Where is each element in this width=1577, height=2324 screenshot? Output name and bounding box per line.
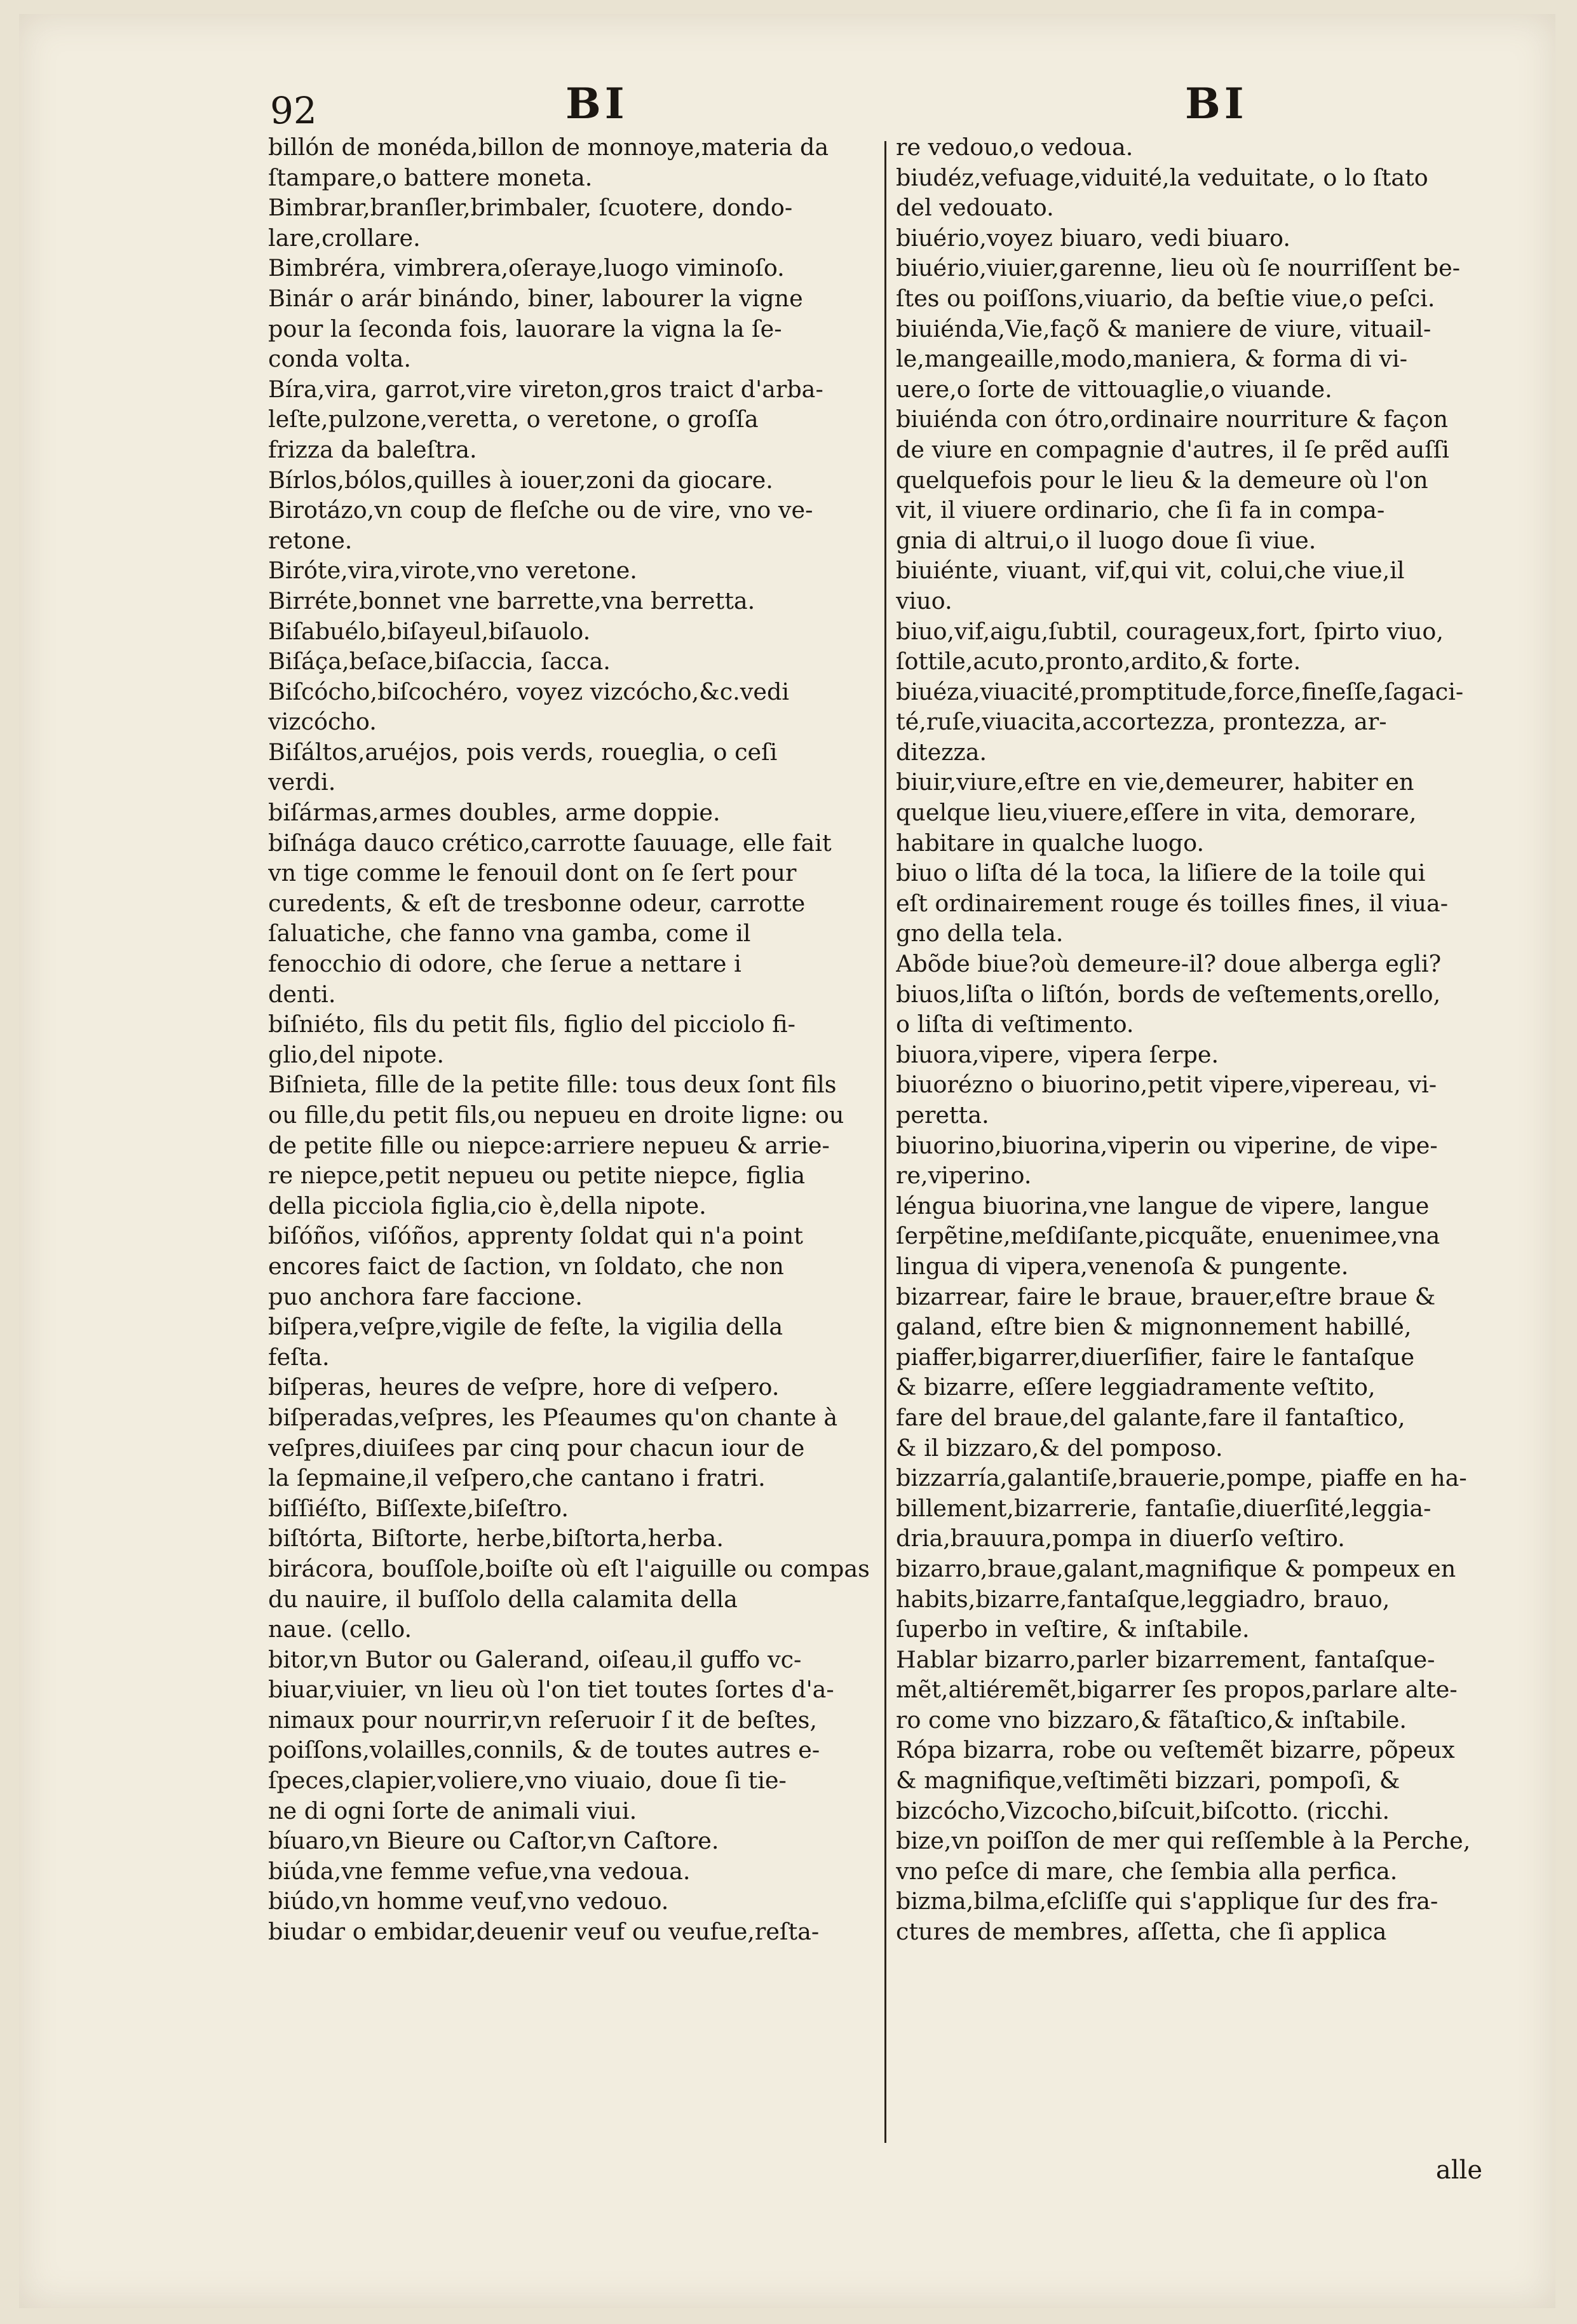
- entry-line: mẽt,altiéremẽt,bigarrer ſes propos,parlare alte-: [896, 1676, 1458, 1704]
- entry-line: poiſſons,volailles,connils, & de toutes autres e-: [268, 1736, 820, 1764]
- entry-line: ro come vno bizzaro,& fãtaſtico,& inſtabile.: [896, 1706, 1407, 1734]
- entry-line: dria,brauura,pompa in diuerſo veſtiro.: [896, 1525, 1345, 1553]
- entry-line: Bimbréra, vimbrera,oſeraye,luogo viminoſo.: [268, 254, 785, 282]
- dictionary-entry: [268, 616, 883, 647]
- entry-line: Bírlos,bólos,quilles à iouer,zoni da giocare.: [268, 466, 773, 494]
- entry-line: biudar o embidar,deuenir veuf ou veufue,reſta-: [268, 1918, 820, 1946]
- entry-line: bizma,bilma,eſcliſſe qui s'applique ſur des fra-: [896, 1887, 1438, 1915]
- dictionary-entry: [268, 1523, 883, 1554]
- entry-line: bizzarría,galantiſe,brauerie,pompe, piaffe en ha-: [896, 1464, 1467, 1492]
- dictionary-entry: [896, 1463, 1538, 1554]
- entry-line: re niepce,petit nepueu ou petite niepce, figlia: [268, 1162, 806, 1190]
- entry-line: ſuperbo in veſtire, & inſtabile.: [896, 1615, 1250, 1643]
- running-head-left: BI: [565, 79, 628, 128]
- entry-line: della picciola figlia,cio è,della nipote.: [268, 1192, 707, 1220]
- dictionary-entry: [896, 1282, 1538, 1464]
- entry-line: la ſepmaine,il veſpero,che cantano i fratri.: [268, 1464, 766, 1492]
- entry-line: Biſáça,beſace,biſaccia, ſacca.: [268, 648, 611, 676]
- entry-line: quelquefois pour le lieu & la demeure où l'on: [896, 466, 1428, 494]
- dictionary-entry: [896, 949, 1538, 979]
- entry-line: vn tige comme le fenouil dont on ſe ſert pour: [268, 859, 797, 887]
- entry-line: Biſcócho,biſcochéro, voyez vizcócho,&c.vedi: [268, 677, 790, 705]
- entry-line: lare,crollare.: [268, 224, 421, 252]
- entry-line: feſta.: [268, 1343, 330, 1371]
- dictionary-entry: [896, 253, 1538, 313]
- entry-line: verdi.: [268, 768, 336, 796]
- entry-line: o liſta di veſtimento.: [896, 1010, 1134, 1038]
- dictionary-entry: [268, 1493, 883, 1524]
- dictionary-entry: [268, 1826, 883, 1856]
- dictionary-entry: [268, 798, 883, 828]
- entry-line: biuiénda,Vie,façõ & maniere de viure, vituail-: [896, 315, 1431, 343]
- dictionary-entry: [896, 163, 1538, 223]
- entry-line: Biſabuélo,biſayeul,biſauolo.: [268, 617, 591, 645]
- entry-line: re,viperino.: [896, 1162, 1032, 1190]
- entry-line: Bíra,vira, garrot,vire vireton,gros traict d'arba-: [268, 375, 823, 403]
- entry-line: ctures de membres, aſſetta, che ſi applica: [896, 1918, 1387, 1946]
- entry-line: du nauire, il buſſolo della calamita della: [268, 1585, 738, 1613]
- dictionary-entry: [896, 1554, 1538, 1645]
- column-divider: [884, 141, 886, 2143]
- entry-line: birácora, bouſſole,boiſte où eſt l'aiguille ou compas: [268, 1554, 870, 1582]
- entry-line: biuorézno o biuorino,petit vipere,vipereau, vi-: [896, 1071, 1437, 1099]
- entry-line: piaffer,bigarrer,diuerſifier, faire le fantaſque: [896, 1343, 1415, 1371]
- entry-line: eſt ordinairement rouge és toilles fines, il viua-: [896, 889, 1449, 917]
- dictionary-entry: [896, 616, 1538, 677]
- entry-line: fare del braue,del galante,fare il fantaſtico,: [896, 1403, 1405, 1431]
- entry-line: Birréte,bonnet vne barrette,vna berretta.: [268, 587, 755, 615]
- book-page: [19, 14, 1555, 2308]
- entry-line: gno della tela.: [896, 920, 1064, 948]
- dictionary-entry: [268, 1886, 883, 1917]
- entry-line: Rópa bizarra, robe ou veſtemẽt bizarre, põpeux: [896, 1736, 1455, 1764]
- dictionary-entry: [896, 1645, 1538, 1736]
- dictionary-entry: [268, 1856, 883, 1887]
- entry-line: ou fille,du petit fils,ou nepueu en droite ligne: ou: [268, 1101, 844, 1129]
- entry-line: pour la ſeconda fois, lauorare la vigna la ſe-: [268, 315, 782, 343]
- dictionary-entry: [896, 1131, 1538, 1191]
- entry-line: biuério,viuier,garenne, lieu où ſe nourriſſent be-: [896, 254, 1461, 282]
- dictionary-entry: [268, 1070, 883, 1221]
- entry-line: Biſáltos,aruéjos, pois verds, roueglia, o ceſi: [268, 738, 778, 766]
- entry-line: biuério,voyez biuaro, vedi biuaro.: [896, 224, 1290, 252]
- entry-line: biſpera,veſpre,vigile de feſte, la vigilia della: [268, 1313, 783, 1341]
- entry-line: vno peſce di mare, che ſembia alla perfica.: [896, 1857, 1398, 1885]
- entry-line: ſtampare,o battere moneta.: [268, 163, 593, 191]
- dictionary-entry: [268, 586, 883, 616]
- dictionary-entry: [268, 1645, 883, 1826]
- entry-line: biſtórta, Biſtorte, herbe,biſtorta,herba.: [268, 1525, 724, 1553]
- dictionary-entry: [268, 828, 883, 1010]
- entry-line: bitor,vn Butor ou Galerand, oiſeau,il guffo vc-: [268, 1645, 802, 1673]
- entry-line: ne di ogni ſorte de animali viui.: [268, 1797, 637, 1825]
- dictionary-entry: [896, 1191, 1538, 1282]
- entry-line: vizcócho.: [268, 708, 377, 736]
- entry-line: fenocchio di odore, che ſerue a nettare i: [268, 950, 741, 978]
- entry-line: léngua biuorina,vne langue de vipere, langue: [896, 1192, 1430, 1220]
- dictionary-entry: [268, 677, 883, 737]
- dictionary-entry: [896, 404, 1538, 555]
- entry-line: lingua di vipera,venenoſa & pungente.: [896, 1252, 1349, 1280]
- entry-line: biuiénte, viuant, vif,qui vit, colui,che viue,il: [896, 557, 1405, 585]
- entry-line: nimaux pour nourrir,vn reſeruoir ſ it de beſtes,: [268, 1706, 817, 1734]
- entry-line: biuos,liſta o liſtón, bords de veſtements,orello,: [896, 980, 1441, 1008]
- entry-line: ſerpẽtine,meſdiſante,picquãte, enuenimee,vna: [896, 1222, 1440, 1250]
- entry-line: bizcócho,Vizcocho,biſcuit,biſcotto. (ricchi.: [896, 1797, 1390, 1825]
- dictionary-entry: [268, 1372, 883, 1403]
- dictionary-entry: [268, 374, 883, 465]
- dictionary-entry: [268, 193, 883, 253]
- dictionary-entry: [896, 132, 1538, 163]
- entry-line: & il bizzaro,& del pomposo.: [896, 1434, 1223, 1462]
- entry-line: puo anchora fare faccione.: [268, 1282, 583, 1310]
- entry-line: ſottile,acuto,pronto,ardito,& forte.: [896, 648, 1301, 676]
- dictionary-entry: [896, 223, 1538, 254]
- entry-line: Abõde biue?où demeure-il? doue alberga egli?: [896, 950, 1442, 978]
- dictionary-entry: [268, 132, 883, 193]
- dictionary-entry: [896, 767, 1538, 858]
- entry-line: biuiénda con ótro,ordinaire nourriture & façon: [896, 405, 1448, 433]
- entry-line: gnia di altrui,o il luogo doue ſi viue.: [896, 526, 1316, 554]
- entry-line: conda volta.: [268, 345, 411, 373]
- entry-line: galand, eſtre bien & mignonnement habillé,: [896, 1313, 1412, 1341]
- dictionary-entry: [896, 555, 1538, 616]
- entry-line: uere,o ſorte de vittouaglie,o viuande.: [896, 375, 1332, 403]
- entry-line: & bizarre, eſſere leggiadramente veſtito,: [896, 1373, 1376, 1401]
- entry-line: ditezza.: [896, 738, 987, 766]
- entry-line: re vedouo,o vedoua.: [896, 133, 1134, 161]
- entry-line: le,mangeaille,modo,maniera, & forma di vi-: [896, 345, 1408, 373]
- entry-line: viuo.: [896, 587, 952, 615]
- entry-line: ſtes ou poiſſons,viuario, da beſtie viue,o peſci.: [896, 284, 1435, 312]
- dictionary-entry: [268, 465, 883, 496]
- dictionary-entry: [896, 1070, 1538, 1130]
- right-column: [896, 132, 1538, 1947]
- entry-line: bize,vn poiſſon de mer qui reſſemble à la Perche,: [896, 1827, 1471, 1855]
- entry-line: glio,del nipote.: [268, 1040, 444, 1068]
- entry-line: té,ruſe,viuacita,accortezza, prontezza, ar-: [896, 708, 1387, 736]
- entry-line: bizarro,braue,galant,magnifique & pompeux en: [896, 1554, 1456, 1582]
- dictionary-entry: [268, 283, 883, 374]
- dictionary-entry: [896, 1886, 1538, 1947]
- entry-line: retone.: [268, 526, 353, 554]
- entry-line: curedents, & eſt de tresbonne odeur, carrotte: [268, 889, 806, 917]
- dictionary-entry: [268, 737, 883, 798]
- entry-line: biudéz,vefuage,viduité,la veduitate, o lo ſtato: [896, 163, 1428, 191]
- dictionary-entry: [268, 1312, 883, 1372]
- entry-line: bizarrear, faire le braue, brauer,eſtre braue &: [896, 1282, 1436, 1310]
- entry-line: leſte,pulzone,veretta, o veretone, o groſſa: [268, 405, 759, 433]
- entry-line: quelque lieu,viuere,eſſere in vita, demorare,: [896, 799, 1417, 827]
- dictionary-entry: [268, 555, 883, 586]
- entry-line: habits,bizarre,fantaſque,leggiadro, brauo,: [896, 1585, 1390, 1613]
- entry-line: biſóños, viſóños, apprenty ſoldat qui n'a point: [268, 1222, 803, 1250]
- dictionary-entry: [896, 858, 1538, 949]
- entry-line: habitare in qualche luogo.: [896, 829, 1205, 857]
- dictionary-entry: [896, 1826, 1538, 1886]
- dictionary-entry: [268, 1009, 883, 1070]
- entry-line: Binár o arár binándo, biner, labourer la vigne: [268, 284, 803, 312]
- dictionary-entry: [268, 1221, 883, 1312]
- entry-line: Birotázo,vn coup de fleſche ou de vire, vno ve-: [268, 496, 813, 524]
- entry-line: biſnága dauco crético,carrotte ſauuage, elle fait: [268, 829, 832, 857]
- dictionary-entry: [268, 1403, 883, 1493]
- dictionary-entry: [896, 1735, 1538, 1826]
- entry-line: Bimbrar,branſler,brimbaler, ſcuotere, dondo-: [268, 194, 793, 222]
- entry-line: veſpres,diuiſees par cinq pour chacun iour de: [268, 1434, 805, 1462]
- entry-line: biuar,viuier, vn lieu où l'on tiet toutes ſortes d'a-: [268, 1676, 834, 1704]
- entry-line: frizza da baleſtra.: [268, 435, 477, 463]
- entry-line: biúdo,vn homme veuf,vno vedouo.: [268, 1887, 669, 1915]
- dictionary-entry: [268, 1917, 883, 1947]
- entry-line: naue. (cello.: [268, 1615, 412, 1643]
- dictionary-entry: [896, 1040, 1538, 1070]
- entry-line: biuora,vipere, vipera ſerpe.: [896, 1040, 1219, 1068]
- page-number: 92: [270, 89, 317, 132]
- entry-line: biúda,vne femme vefue,vna vedoua.: [268, 1857, 691, 1885]
- entry-line: biſármas,armes doubles, arme doppie.: [268, 799, 721, 827]
- running-head-right: BI: [1185, 79, 1248, 128]
- entry-line: del vedouato.: [896, 194, 1054, 222]
- dictionary-entry: [268, 646, 883, 677]
- entry-line: de viure en compagnie d'autres, il ſe prẽd auſſi: [896, 435, 1449, 463]
- entry-line: Hablar bizarro,parler bizarrement, fantaſque-: [896, 1645, 1435, 1673]
- entry-line: billón de monéda,billon de monnoye,materia da: [268, 133, 829, 161]
- entry-line: vit, il viuere ordinario, che ſi fa in compa-: [896, 496, 1385, 524]
- entry-line: biuéza,viuacité,promptitude,force,fineſſe,ſagaci-: [896, 677, 1464, 705]
- entry-line: biuo o liſta dé la toca, la liſiere de la toile qui: [896, 859, 1426, 887]
- entry-line: encores faict de ſaction, vn ſoldato, che non: [268, 1252, 784, 1280]
- entry-line: ſaluatiche, che fanno vna gamba, come il: [268, 920, 751, 948]
- entry-line: biſperadas,veſpres, les Pſeaumes qu'on chante à: [268, 1403, 838, 1431]
- entry-line: billement,bizarrerie, fantaſie,diuerſité,leggia-: [896, 1494, 1431, 1522]
- entry-line: bíuaro,vn Bieure ou Caſtor,vn Caſtore.: [268, 1827, 719, 1855]
- entry-line: biuir,viure,eſtre en vie,demeurer, habiter en: [896, 768, 1414, 796]
- dictionary-entry: [896, 314, 1538, 405]
- entry-line: biuorino,biuorina,viperin ou viperine, de vipe-: [896, 1131, 1438, 1159]
- entry-line: Biſnieta, fille de la petite fille: tous deux ſont fils: [268, 1071, 837, 1099]
- entry-line: biſſiéſto, Biſſexte,biſeſtro.: [268, 1494, 569, 1522]
- dictionary-entry: [268, 495, 883, 555]
- entry-line: biſniéto, fils du petit fils, figlio del picciolo fi-: [268, 1010, 795, 1038]
- entry-line: peretta.: [896, 1101, 989, 1129]
- dictionary-entry: [896, 979, 1538, 1040]
- entry-line: & magnifique,veſtimẽti bizzari, pompoſi, &: [896, 1767, 1400, 1795]
- dictionary-entry: [268, 1554, 883, 1645]
- entry-line: Biróte,vira,virote,vno veretone.: [268, 557, 637, 585]
- entry-line: denti.: [268, 980, 336, 1008]
- dictionary-entry: [268, 253, 883, 283]
- left-column: [268, 132, 883, 1947]
- entry-line: de petite fille ou niepce:arriere nepueu & arrie-: [268, 1131, 830, 1159]
- catchword: alle: [1435, 2156, 1482, 2185]
- entry-line: biuo,vif,aigu,ſubtil, courageux,fort, ſpirto viuo,: [896, 617, 1444, 645]
- entry-line: ſpeces,clapier,voliere,vno viuaio, doue ſi tie-: [268, 1767, 787, 1795]
- dictionary-entry: [896, 677, 1538, 768]
- entry-line: biſperas, heures de veſpre, hore di veſpero.: [268, 1373, 780, 1401]
